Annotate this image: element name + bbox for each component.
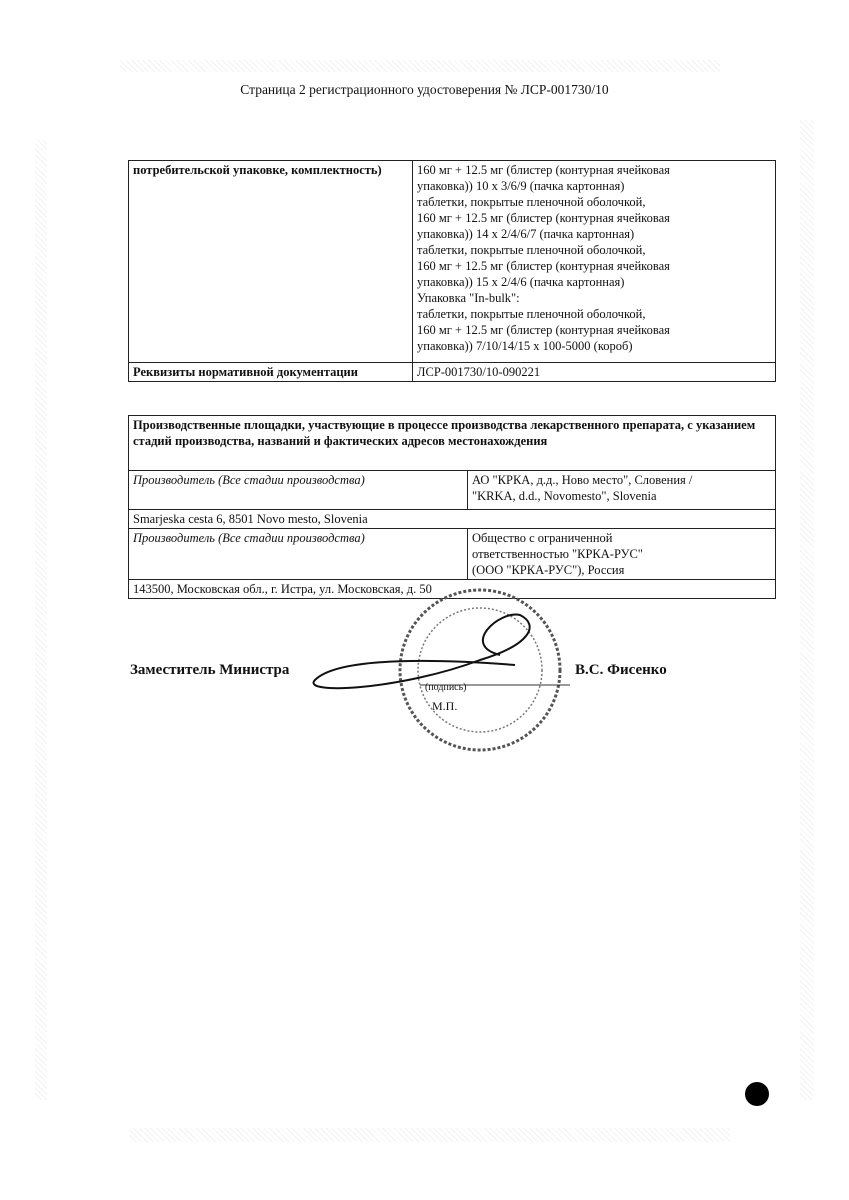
scan-noise-bottom	[130, 1128, 730, 1142]
name-line: ответственностью "КРКА-РУС"	[472, 547, 643, 561]
table-row	[129, 510, 776, 529]
table-row	[129, 363, 776, 382]
manufacturer-address: 143500, Московская обл., г. Истра, ул. Московская, д. 50	[129, 580, 776, 599]
value-line: 160 мг + 12.5 мг (блистер (контурная ячейковая	[417, 259, 670, 273]
scan-noise-top	[120, 60, 720, 72]
stamp-and-signature	[300, 585, 580, 755]
manufacturing-sites-table	[128, 415, 776, 599]
name-line: АО "КРКА, д.д., Ново место", Словения /	[472, 473, 693, 487]
table-row	[129, 529, 776, 580]
manufacturer-address: Smarjeska cesta 6, 8501 Novo mesto, Slovenia	[129, 510, 776, 529]
manufacturer-name	[468, 529, 776, 580]
name-line: Общество с ограниченной	[472, 531, 613, 545]
table-title: Производственные площадки, участвующие в процессе производства лекарственного препарата, с указанием стадий производства, названий и фактических адресов местонахождения	[129, 416, 776, 471]
table-row	[129, 161, 776, 363]
value-line: упаковка)) 14 x 2/4/6/7 (пачка картонная)	[417, 227, 635, 241]
row-value	[413, 161, 776, 363]
stamp-icon	[400, 590, 560, 750]
manufacturer-role: Производитель (Все стадии производства)	[129, 471, 468, 510]
signatory-position: Заместитель Министра	[130, 662, 290, 678]
scan-noise-right	[800, 120, 814, 1100]
row-label: потребительской упаковке, комплектность)	[129, 161, 413, 363]
scan-noise-left	[35, 140, 47, 1100]
row-value: ЛСР-001730/10-090221	[413, 363, 776, 382]
manufacturer-name	[468, 471, 776, 510]
table-row	[129, 471, 776, 510]
name-line: (ООО "КРКА-РУС"), Россия	[472, 563, 625, 577]
value-line: таблетки, покрытые пленочной оболочкой,	[417, 243, 646, 257]
value-line: упаковка)) 10 x 3/6/9 (пачка картонная)	[417, 179, 625, 193]
scan-punch-mark	[745, 1082, 769, 1106]
value-line: упаковка)) 7/10/14/15 x 100-5000 (короб)	[417, 339, 633, 353]
page-header: Страница 2 регистрационного удостоверения № ЛСР-001730/10	[240, 82, 609, 97]
row-label: Реквизиты нормативной документации	[129, 363, 413, 382]
value-line: 160 мг + 12.5 мг (блистер (контурная ячейковая	[417, 163, 670, 177]
value-line: упаковка)) 15 x 2/4/6 (пачка картонная)	[417, 275, 625, 289]
value-line: 160 мг + 12.5 мг (блистер (контурная ячейковая	[417, 323, 670, 337]
signatory-name: В.С. Фисенко	[575, 662, 667, 678]
value-line: таблетки, покрытые пленочной оболочкой,	[417, 307, 646, 321]
packaging-table	[128, 160, 776, 382]
value-line: Упаковка "In-bulk":	[417, 291, 520, 305]
signature-caption: (подпись)	[425, 682, 467, 693]
name-line: "KRKA, d.d., Novomesto", Slovenia	[472, 489, 657, 503]
table-header-row	[129, 416, 776, 471]
value-line: таблетки, покрытые пленочной оболочкой,	[417, 195, 646, 209]
value-line: 160 мг + 12.5 мг (блистер (контурная ячейковая	[417, 211, 670, 225]
stamp-caption: М.П.	[432, 699, 458, 713]
manufacturer-role: Производитель (Все стадии производства)	[129, 529, 468, 580]
